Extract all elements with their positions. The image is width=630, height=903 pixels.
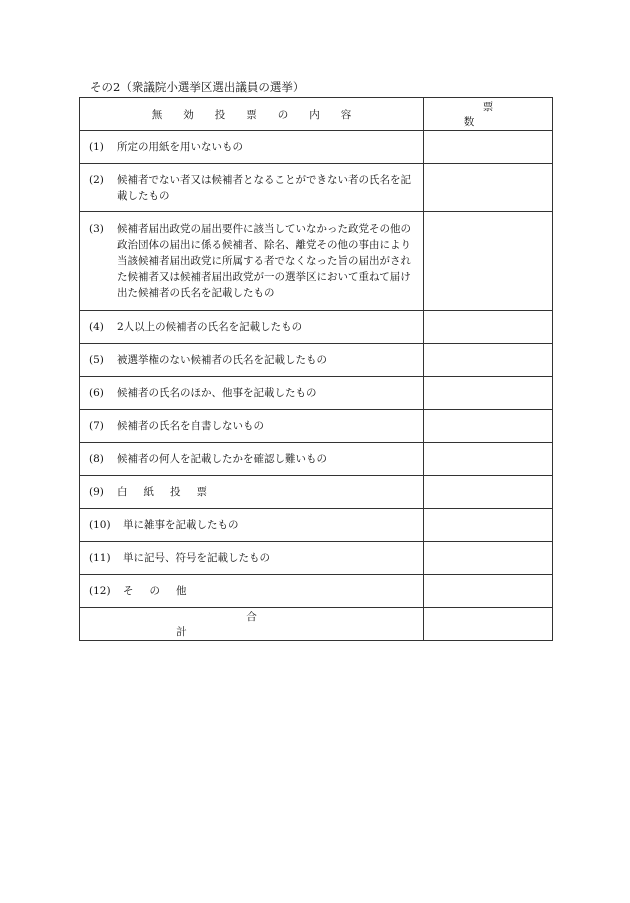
total-label: 合計 — [176, 611, 397, 638]
table-row — [80, 344, 553, 377]
row-label — [80, 542, 424, 575]
table-row — [80, 542, 553, 575]
row-text: その他 — [123, 585, 203, 597]
row-text: 候補者の氏名のほか、他事を記載したもの — [117, 387, 317, 399]
row-text: 候補者でない者又は候補者となることができない者の氏名を記載したもの — [117, 173, 411, 202]
vote-count-cell[interactable] — [424, 509, 553, 542]
row-number: (10) — [89, 519, 111, 531]
page-heading: その2（衆議院小選挙区選出議員の選挙） — [90, 80, 305, 94]
total-vote-count-cell[interactable] — [424, 608, 553, 641]
vote-count-cell[interactable] — [424, 164, 553, 212]
row-text: 被選挙権のない候補者の氏名を記載したもの — [117, 354, 327, 366]
vote-count-cell[interactable] — [424, 377, 553, 410]
row-text: 単に雑事を記載したもの — [123, 519, 239, 531]
row-label — [80, 131, 424, 164]
table-row — [80, 575, 553, 608]
row-number: (11) — [89, 552, 111, 564]
row-number: (5) — [89, 354, 104, 366]
total-label-cell — [80, 608, 424, 641]
row-number: (4) — [89, 321, 104, 333]
vote-count-cell[interactable] — [424, 212, 553, 311]
row-label — [80, 164, 424, 212]
table-row — [80, 443, 553, 476]
row-number: (3) — [89, 223, 104, 235]
row-label — [80, 443, 424, 476]
table-header-row — [80, 98, 553, 131]
vote-count-cell[interactable] — [424, 542, 553, 575]
table-total-row — [80, 608, 553, 641]
vote-count-cell[interactable] — [424, 443, 553, 476]
row-label — [80, 575, 424, 608]
vote-count-cell[interactable] — [424, 311, 553, 344]
row-text: 候補者の氏名を自書しないもの — [117, 420, 264, 432]
table-row — [80, 476, 553, 509]
row-label — [80, 476, 424, 509]
row-text: 候補者届出政党の届出要件に該当していなかった政党その他の政治団体の届出に係る候補者、除名、離党その他の事由により当該候補者届出政党に所属する者でなくなった旨の届出がされた候補者又は候補者届出政党が一の選挙区において重ねて届け出た候補者の氏名を記載したもの — [117, 223, 411, 299]
table-row — [80, 131, 553, 164]
row-number: (2) — [89, 173, 104, 186]
vote-count-cell[interactable] — [424, 476, 553, 509]
vote-count-cell[interactable] — [424, 575, 553, 608]
row-text: 2人以上の候補者の氏名を記載したもの — [117, 321, 303, 333]
row-number: (12) — [89, 585, 111, 597]
row-text: 白紙投票 — [117, 486, 223, 498]
row-label — [80, 509, 424, 542]
table-row — [80, 509, 553, 542]
row-number: (1) — [89, 141, 104, 153]
row-text: 所定の用紙を用いないもの — [117, 141, 243, 153]
row-number: (7) — [89, 420, 104, 432]
row-label — [80, 344, 424, 377]
row-number: (8) — [89, 453, 104, 465]
row-label — [80, 212, 424, 311]
vote-count-cell[interactable] — [424, 344, 553, 377]
table-row — [80, 377, 553, 410]
table-row — [80, 164, 553, 212]
header-vote-count — [424, 98, 553, 131]
row-label — [80, 311, 424, 344]
table-row — [80, 410, 553, 443]
row-label — [80, 377, 424, 410]
vote-count-cell[interactable] — [424, 410, 553, 443]
table-row — [80, 311, 553, 344]
header-vote-count-label: 票数 — [463, 101, 532, 128]
header-contents — [80, 98, 424, 131]
invalid-votes-table — [79, 97, 553, 641]
row-text: 候補者の何人を記載したかを確認し難いもの — [117, 453, 327, 465]
vote-count-cell[interactable] — [424, 131, 553, 164]
row-number: (9) — [89, 486, 104, 498]
row-number: (6) — [89, 387, 104, 399]
row-text: 単に記号、符号を記載したもの — [123, 552, 270, 564]
row-label — [80, 410, 424, 443]
table-row — [80, 212, 553, 311]
header-contents-label: 無効投票の内容 — [151, 108, 373, 121]
